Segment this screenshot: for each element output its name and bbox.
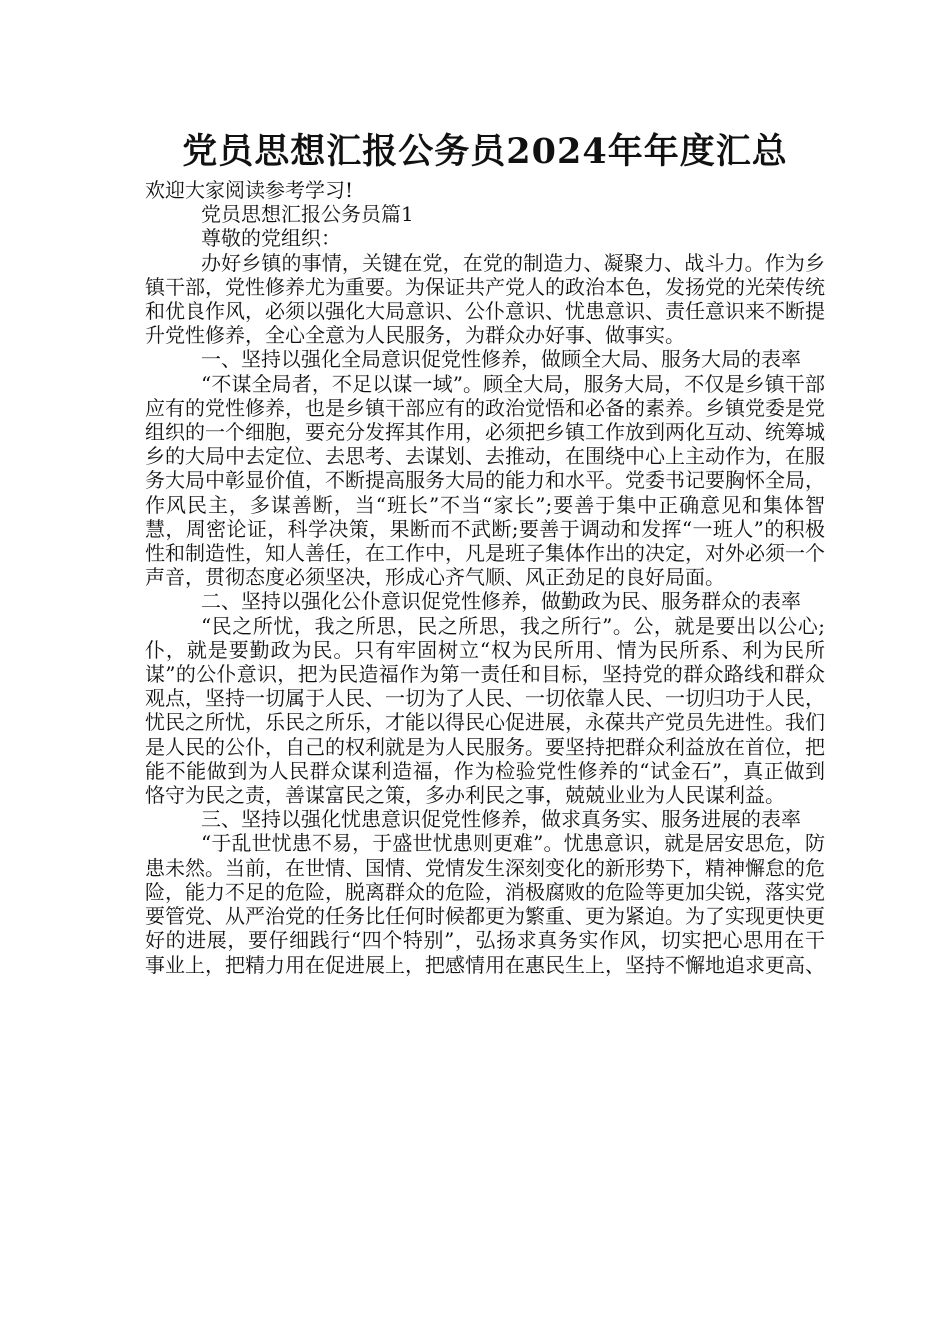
body-paragraph: 办好乡镇的事情，关键在党，在党的制造力、凝聚力、战斗力。作为乡镇干部，党性修养尤为重要。为保证共产党人的政治本色，发扬党的光荣传统和优良作风，必须以强化大局意识、公仆意识、忧患意识、责任意识来不断提升党性修养，全心全意为人民服务，为群众办好事、做事实。 [145, 250, 825, 348]
section-heading: 党员思想汇报公务员篇1 [201, 202, 414, 227]
document-title: 党员思想汇报公务员2024年年度汇总 [182, 131, 788, 172]
body-paragraph: “于乱世忧患不易，于盛世忧患则更难”。忧患意识，就是居安思危，防患未然。当前，在世情、国情、党情发生深刻变化的新形势下，精神懈怠的危险，能力不足的危险，脱离群众的危险，消极腐败的危险等更加尖锐，落实党要管党、从严治党的任务比任何时候都更为繁重、更为紧迫。为了实现更快更好的进展，要仔细践行“四个特别”，弘扬求真务实作风，切实把心思用在干事业上，把精力用在促进展上，把感情用在惠民生上，坚持不懈地追求更高、 [145, 831, 825, 977]
body-paragraph: “民之所忧，我之所思，民之所思，我之所行”。公，就是要出以公心;仆，就是要勤政为民。只有牢固树立“权为民所用、情为民所系、利为民所谋”的公仆意识，把为民造福作为第一责任和目标，坚持党的群众路线和群众观点，坚持一切属于人民、一切为了人民、一切依靠人民、一切归功于人民，忧民之所忧，乐民之所乐，才能以得民心促进展，永葆共产党员先进性。我们是人民的公仆，自己的权利就是为人民服务。要坚持把群众利益放在首位，把能不能做到为人民群众谋利造福，作为检验党性修养的“试金石”，真正做到恪守为民之责，善谋富民之策，多办利民之事，兢兢业业为人民谋利益。 [145, 613, 825, 808]
salutation: 尊敬的党组织： [201, 226, 341, 251]
document-page [145, 128, 825, 977]
heading-two: 二、坚持以强化公仆意识促党性修养，做勤政为民、服务群众的表率 [201, 589, 801, 614]
heading-one: 一、坚持以强化全局意识促党性修养，做顾全大局、服务大局的表率 [201, 347, 801, 372]
intro-line: 欢迎大家阅读参考学习! [145, 178, 354, 202]
heading-three: 三、坚持以强化忧患意识促党性修养，做求真务实、服务进展的表率 [201, 807, 801, 832]
body-paragraph: “不谋全局者，不足以谋一域”。顾全大局，服务大局，不仅是乡镇干部应有的党性修养，也是乡镇干部应有的政治觉悟和必备的素养。乡镇党委是党组织的一个细胞，要充分发挥其作用，必须把乡镇工作放到两化互动、统筹城乡的大局中去定位、去思考、去谋划、去推动，在围绕中心上主动作为，在服务大局中彰显价值，不断提高服务大局的能力和水平。党委书记要胸怀全局，作风民主，多谋善断，当“班长”不当“家长”;要善于集中正确意见和集体智慧，周密论证，科学决策，果断而不武断;要善于调动和发挥“一班人”的积极性和制造性，知人善任，在工作中，凡是班子集体作出的决定，对外必须一个声音，贯彻态度必须坚决，形成心齐气顺、风正劲足的良好局面。 [145, 371, 825, 590]
